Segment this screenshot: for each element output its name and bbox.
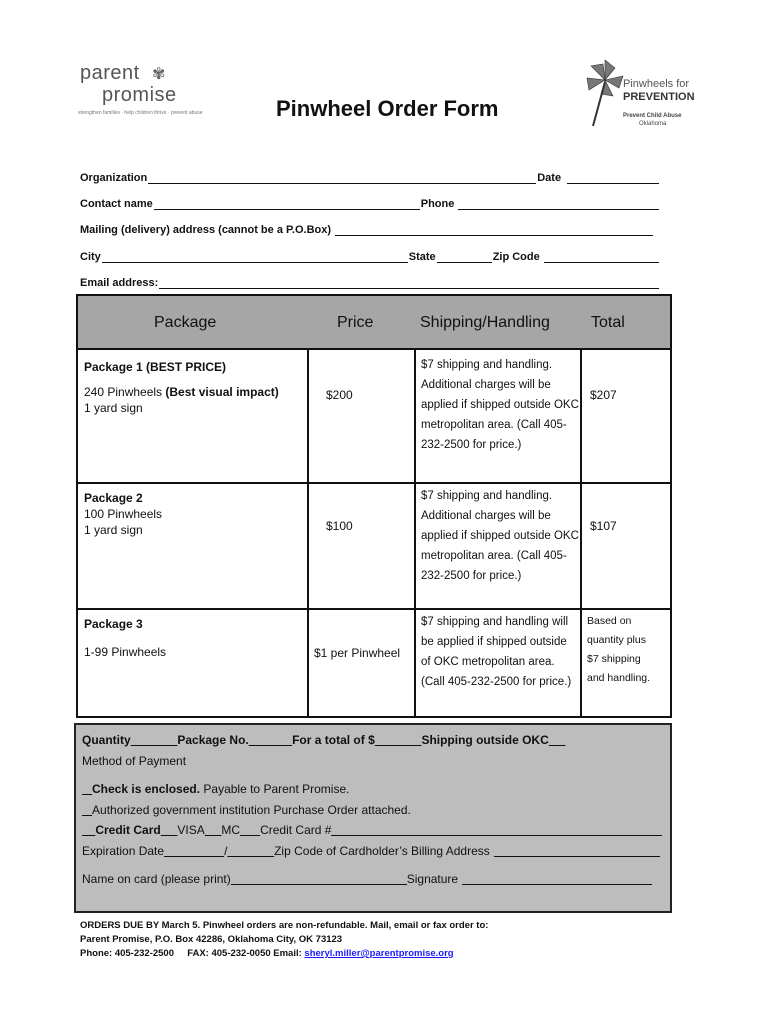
signature-label: Signature — [406, 872, 459, 886]
col-divider — [414, 348, 416, 716]
expiration-slash: / — [224, 844, 228, 858]
package-no-field[interactable] — [249, 733, 292, 747]
credit-card-option[interactable] — [82, 823, 95, 837]
organization-label: Organization — [80, 172, 148, 184]
package-3-line1: 1-99 Pinwheels — [84, 645, 167, 659]
zip-field[interactable] — [544, 252, 659, 263]
package-2-title: Package 2 — [84, 491, 143, 505]
pinwheel-icon — [583, 58, 627, 128]
package-2-total: $107 — [590, 519, 617, 533]
email-row — [80, 275, 660, 289]
billing-zip-field[interactable] — [494, 844, 660, 857]
header-price: Price — [337, 314, 374, 331]
expiration-month-field[interactable] — [164, 844, 224, 858]
visa-option[interactable] — [161, 823, 178, 837]
row-divider — [78, 608, 670, 610]
state-field[interactable] — [437, 252, 492, 263]
parent-promise-logo — [78, 62, 203, 122]
page-title: Pinwheel Order Form — [276, 96, 499, 121]
package-1-line2: 1 yard sign — [84, 401, 143, 415]
shipping-outside-field[interactable] — [549, 733, 566, 747]
quantity-field[interactable] — [131, 733, 178, 747]
package-2-line1: 100 Pinwheels — [84, 507, 163, 521]
date-field[interactable] — [567, 173, 659, 184]
logo-left-tagline: strengthen families · help children thrive · prevent abuse — [78, 110, 203, 116]
city-field[interactable] — [102, 252, 408, 263]
logo-left-word1: parent — [80, 62, 140, 84]
header-package: Package — [154, 314, 217, 331]
cc-number-field[interactable] — [331, 823, 662, 836]
quantity-label: Quantity — [82, 733, 131, 747]
logo-right-line2: PREVENTION — [623, 91, 695, 103]
expiration-year-field[interactable] — [227, 844, 274, 858]
phone-label: Phone — [420, 198, 455, 210]
pinwheels-for-prevention-logo — [583, 58, 693, 133]
col-divider — [307, 348, 309, 716]
logo-right-line1: Pinwheels for — [623, 78, 690, 90]
package-2-shipping: $7 shipping and handling. Additional charges will be applied if shipped outside OKC metropolitan area. (Call 405-232-2500 for price.) — [421, 490, 579, 582]
cc-number-label: Credit Card # — [260, 823, 332, 837]
email-label: Email address: — [80, 277, 159, 289]
phone-field[interactable] — [458, 199, 659, 210]
organization-field[interactable] — [148, 173, 536, 184]
footer-line2: Parent Promise, P.O. Box 42286, Oklahoma City, OK 73123 — [80, 934, 343, 945]
visa-label: VISA — [177, 823, 205, 837]
package-2-line2: 1 yard sign — [84, 523, 143, 537]
city-row — [80, 249, 660, 263]
table-row-3-package — [84, 616, 166, 660]
package-1-title: Package 1 (BEST PRICE) — [84, 360, 227, 374]
date-label: Date — [537, 172, 562, 184]
footer-line3 — [80, 948, 454, 959]
mc-option[interactable] — [205, 823, 222, 837]
footer-contact: Phone: 405-232-2500 FAX: 405-232-0050 Email: — [80, 948, 305, 959]
total-field[interactable] — [375, 733, 422, 747]
expiration-line — [82, 844, 660, 858]
signature-field[interactable] — [462, 872, 652, 885]
package-3-shipping: $7 shipping and handling will be applied if shipped outside of OKC metropolitan area. (Call 405-232-2500 for price.) — [421, 616, 572, 688]
order-quantity-line — [82, 733, 565, 747]
table-header — [78, 296, 670, 350]
package-3-price: $1 per Pinwheel — [314, 646, 401, 660]
package-3-title: Package 3 — [84, 617, 143, 631]
expiration-label: Expiration Date — [82, 844, 165, 858]
credit-card-label: Credit Card — [95, 823, 161, 837]
contact-name-field[interactable] — [154, 199, 420, 210]
footer-line1: ORDERS DUE BY March 5. Pinwheel orders are non-refundable. Mail, email or fax order to: — [80, 920, 489, 931]
state-label: State — [408, 251, 436, 263]
logo-right-line4: Oklahoma — [639, 121, 667, 127]
row-divider — [78, 482, 670, 484]
zip-label: Zip Code — [492, 251, 540, 263]
shipping-outside-label: Shipping outside OKC — [421, 733, 549, 747]
billing-zip-label: Zip Code of Cardholder’s Billing Address — [274, 844, 490, 858]
package-table — [76, 294, 672, 718]
package-no-label: Package No. — [177, 733, 249, 747]
check-option[interactable]: Check is enclosed. Payable to Parent Promise. — [92, 782, 350, 796]
package-1-total: $207 — [590, 388, 617, 402]
package-2-price: $100 — [326, 519, 353, 533]
pinwheel-flower-icon: ✾ — [152, 66, 166, 83]
logo-right-line3: Prevent Child Abuse — [623, 113, 682, 119]
package-1-line1: 240 Pinwheels (Best visual impact) — [84, 385, 279, 399]
total-label: For a total of $ — [292, 733, 375, 747]
name-on-card-field[interactable] — [231, 872, 407, 885]
header-shipping: Shipping/Handling — [420, 314, 550, 331]
payment-method-label: Method of Payment — [82, 754, 187, 768]
contact-row — [80, 196, 660, 210]
table-row-2-package — [84, 490, 162, 538]
mailing-address-label: Mailing (delivery) address (cannot be a P.O.Box) — [80, 224, 332, 236]
order-payment-box — [74, 723, 672, 913]
organization-row — [80, 170, 660, 184]
mc-label: MC — [221, 823, 241, 837]
purchase-order-option[interactable]: Authorized government institution Purchase Order attached. — [92, 803, 411, 817]
name-on-card-label: Name on card (please print) — [82, 872, 231, 886]
name-signature-line — [82, 872, 652, 886]
credit-card-line — [82, 823, 662, 837]
table-row-1-package — [84, 359, 279, 416]
email-link[interactable]: sheryl.miller@parentpromise.org — [304, 948, 454, 959]
package-3-total: Based on quantity plus $7 shipping and handling. — [587, 615, 651, 684]
email-field[interactable] — [159, 278, 659, 289]
mailing-address-field[interactable] — [335, 225, 653, 236]
contact-name-label: Contact name — [80, 198, 153, 210]
header-total: Total — [591, 314, 625, 331]
package-1-shipping: $7 shipping and handling. Additional charges will be applied if shipped outside OKC metropolitan area. (Call 405-232-2500 for price.) — [421, 359, 579, 451]
package-1-price: $200 — [326, 388, 353, 402]
mailing-row — [80, 222, 654, 236]
logo-left-word2: promise — [102, 84, 177, 106]
city-label: City — [80, 251, 101, 263]
cc-spacer — [240, 823, 260, 837]
